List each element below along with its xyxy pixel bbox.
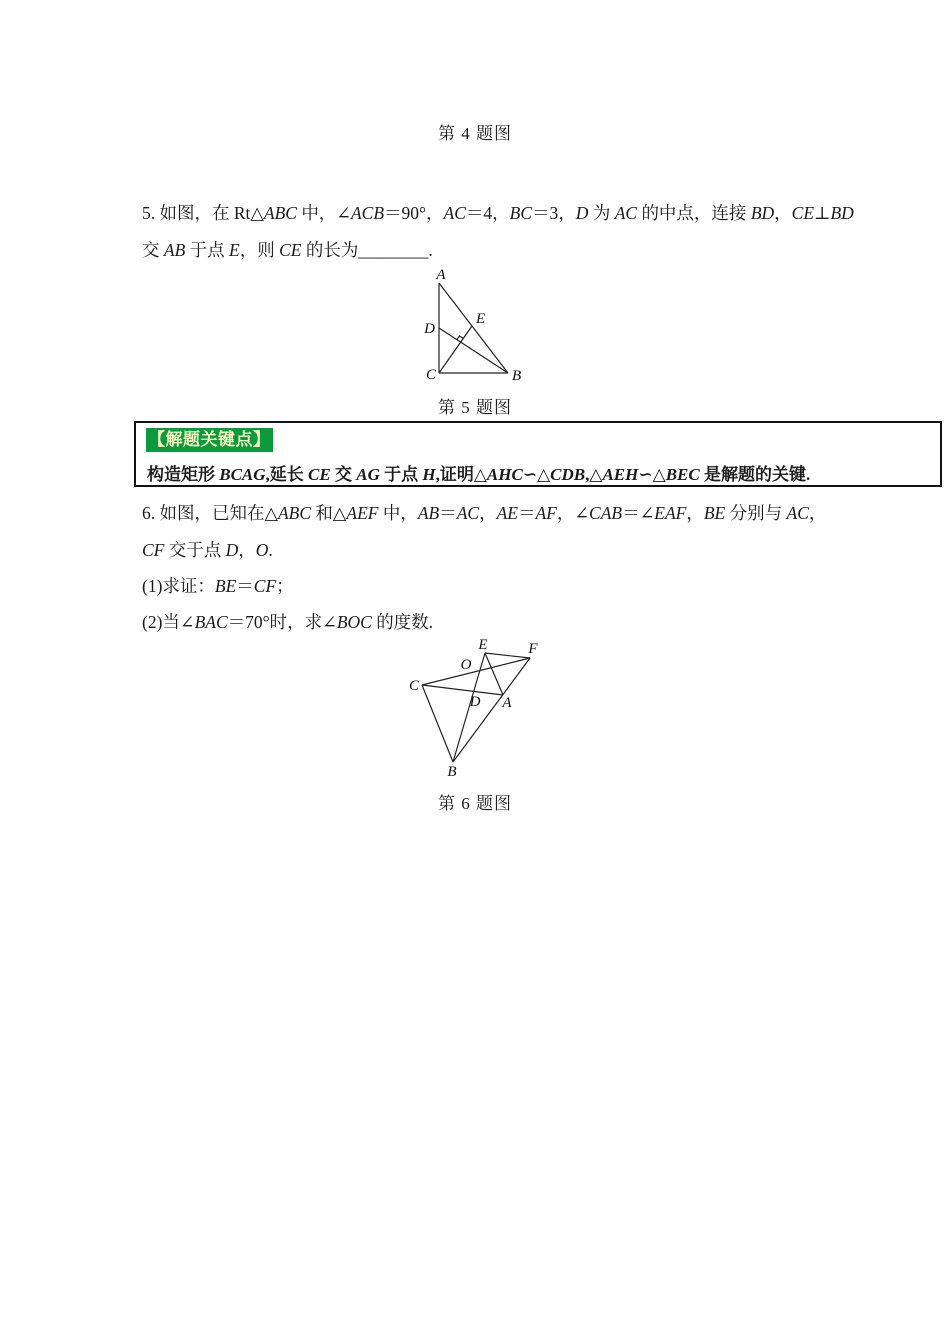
edge-BD xyxy=(439,328,508,373)
math-italic-segment: AC xyxy=(786,503,809,523)
figure5-caption: 第 5 题图 xyxy=(438,398,512,417)
problem5-line1 xyxy=(142,200,854,225)
problem6-figure xyxy=(400,635,550,785)
math-italic-segment: BE xyxy=(214,576,237,596)
key-point-text xyxy=(147,460,810,485)
edge-AE xyxy=(485,653,503,695)
math-italic-segment: AC xyxy=(456,503,480,523)
text-segment: ∽△ xyxy=(522,465,551,484)
math-italic-segment: CF xyxy=(253,576,277,596)
text-segment: 于点 xyxy=(379,465,423,484)
math-italic-segment: CDB xyxy=(550,465,586,484)
text-segment: ＝∠ xyxy=(622,503,655,523)
text-segment: ＝4， xyxy=(465,203,510,223)
text-segment: ， xyxy=(686,503,704,523)
text-segment: (2)当∠ xyxy=(142,612,195,632)
math-italic-segment: AF xyxy=(535,503,557,523)
text-segment: ∽△ xyxy=(638,465,666,484)
math-italic-segment: CE xyxy=(791,203,815,223)
math-italic-segment: D xyxy=(575,203,589,223)
vertex-label-A: A xyxy=(502,695,512,711)
vertex-label-E: E xyxy=(476,311,486,327)
math-italic-segment: BOC xyxy=(336,612,372,632)
math-italic-segment: EAF xyxy=(654,503,687,523)
problem6-line1 xyxy=(142,500,826,525)
text-segment: ； xyxy=(276,576,294,596)
math-italic-segment: AHC xyxy=(486,465,523,484)
vertex-label-C: C xyxy=(408,678,420,694)
vertex-label-B: B xyxy=(447,764,457,780)
math-italic-segment: CE xyxy=(308,465,331,484)
math-italic-segment: AC xyxy=(443,203,466,223)
text-segment: 中， xyxy=(378,503,418,523)
text-segment: 交 xyxy=(142,240,164,260)
math-italic-segment: H xyxy=(422,465,436,484)
math-italic-segment: AE xyxy=(496,503,518,523)
edge-CA xyxy=(422,685,503,695)
text-segment: 6. 如图，已知在△ xyxy=(142,503,278,523)
text-segment: 分别与 xyxy=(725,503,787,523)
math-italic-segment: BE xyxy=(703,503,726,523)
math-italic-segment: CE xyxy=(279,240,302,260)
text-segment: ,证明△ xyxy=(435,465,487,484)
vertex-label-C: C xyxy=(425,367,436,383)
text-segment: ,△ xyxy=(585,465,603,484)
text-segment: 于点 xyxy=(185,240,230,260)
math-italic-segment: BD xyxy=(830,203,854,223)
text-segment: 为 xyxy=(588,203,615,223)
figure6-caption: 第 6 题图 xyxy=(438,794,512,813)
math-italic-segment: AG xyxy=(356,465,380,484)
edge-CB xyxy=(422,685,453,762)
math-italic-segment: BC xyxy=(509,203,533,223)
math-italic-segment: E xyxy=(229,240,240,260)
text-segment: ⊥ xyxy=(814,203,831,223)
math-italic-segment: BEC xyxy=(665,465,700,484)
text-segment: 是解题的关键. xyxy=(699,465,811,484)
text-segment: ＝ xyxy=(439,503,457,523)
math-italic-segment: CAB xyxy=(589,503,623,523)
text-segment: ＝90°， xyxy=(384,203,444,223)
math-italic-segment: CF xyxy=(142,540,165,560)
problem6-subquestion1 xyxy=(142,573,294,598)
text-segment: 的长为________. xyxy=(301,240,433,260)
text-segment: 的中点，连接 xyxy=(637,203,751,223)
math-italic-segment: O xyxy=(255,540,269,560)
figure4-caption: 第 4 题图 xyxy=(438,124,512,143)
key-point-box xyxy=(134,421,942,487)
edge-EF xyxy=(485,653,530,658)
text-segment: 和△ xyxy=(311,503,347,523)
text-segment: 交 xyxy=(330,465,357,484)
math-italic-segment: BD xyxy=(750,203,775,223)
vertex-label-O: O xyxy=(460,657,472,673)
math-italic-segment: BCAG xyxy=(219,465,266,484)
text-segment: 构造矩形 xyxy=(147,465,220,484)
math-italic-segment: AEF xyxy=(346,503,379,523)
text-segment: (1)求证： xyxy=(142,576,215,596)
vertex-label-D: D xyxy=(424,321,435,337)
math-italic-segment: ABC xyxy=(263,203,297,223)
text-segment: ,延长 xyxy=(265,465,309,484)
math-italic-segment: D xyxy=(225,540,239,560)
text-segment: 的度数. xyxy=(371,612,434,632)
vertex-label-B: B xyxy=(512,368,522,384)
problem5-line2 xyxy=(142,237,433,262)
vertex-label-D: D xyxy=(469,694,481,710)
text-segment: ，则 xyxy=(239,240,280,260)
math-italic-segment: AB xyxy=(417,503,440,523)
problem6-subquestion2 xyxy=(142,609,433,634)
edge-BF xyxy=(453,658,530,762)
text-segment: ＝3， xyxy=(532,203,576,223)
edge-CE xyxy=(439,326,472,373)
vertex-label-E: E xyxy=(478,637,488,653)
key-point-label: 【解题关键点】 xyxy=(146,428,273,452)
text-segment: ， xyxy=(774,203,792,223)
text-segment: ， xyxy=(479,503,497,523)
edge-AB xyxy=(439,283,508,373)
math-italic-segment: BAC xyxy=(194,612,228,632)
math-italic-segment: ABC xyxy=(277,503,312,523)
math-italic-segment: ACB xyxy=(350,203,385,223)
text-segment: ＝ xyxy=(517,503,536,523)
math-italic-segment: AEH xyxy=(602,465,639,484)
text-segment: 中，∠ xyxy=(296,203,351,223)
math-italic-segment: AB xyxy=(163,240,186,260)
vertex-label-F: F xyxy=(528,641,538,657)
problem5-figure xyxy=(410,265,550,390)
text-segment: . xyxy=(268,540,273,560)
problem6-line2 xyxy=(142,537,273,562)
math-italic-segment: AC xyxy=(614,203,638,223)
text-segment: ， xyxy=(808,503,827,523)
text-segment: ＝ xyxy=(236,576,254,596)
text-segment: 交于点 xyxy=(164,540,226,560)
text-segment: ，∠ xyxy=(556,503,590,523)
text-segment: ， xyxy=(238,540,256,560)
text-segment: 5. 如图，在 Rt△ xyxy=(142,203,264,223)
vertex-label-A: A xyxy=(436,267,446,283)
text-segment: ＝70°时，求∠ xyxy=(227,612,337,632)
edge-CF xyxy=(422,658,530,685)
